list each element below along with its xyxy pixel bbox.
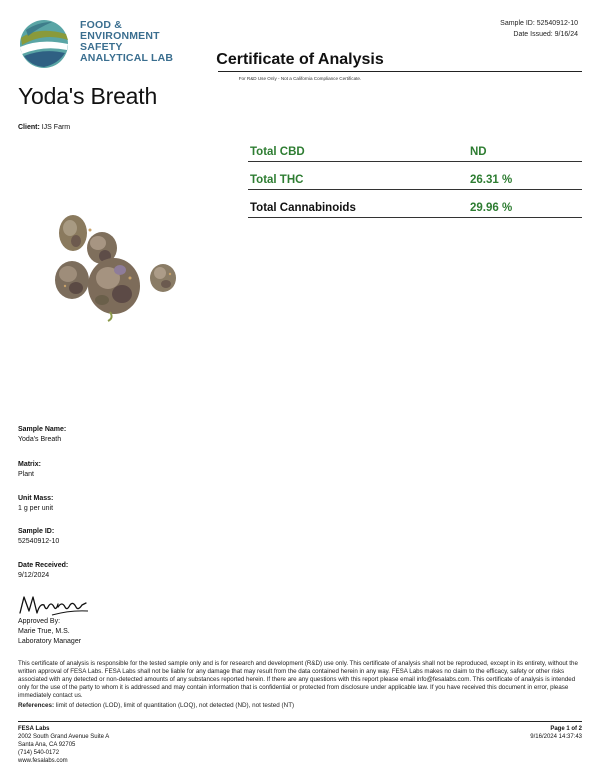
footer-pagination [530, 725, 582, 741]
summary-value: 29.96 % [470, 202, 513, 214]
approval-block [18, 617, 81, 647]
approver-name: Marie True, M.S. [18, 628, 70, 635]
footer-divider [18, 721, 582, 722]
summary-row-total-thc [248, 162, 582, 190]
approved-by-label: Approved By: [18, 618, 61, 625]
rnd-disclaimer: For R&D Use Only - Not a California Compliance Certificate. [238, 76, 362, 81]
handwritten-signature-icon [18, 593, 90, 617]
references-label: References: [18, 702, 55, 709]
cannabis-bud-image [50, 208, 185, 323]
footer-address-line2: Santa Ana, CA 92705 [18, 742, 76, 748]
header-divider [218, 71, 582, 72]
footer-address [18, 725, 109, 765]
legal-notice: This certificate of analysis is responsible for the tested sample only and is for research and development (R&D) use only. This certificate of analysis shall not be reproduced, except in its entirety, without the written approval of FESA Labs. FESA Labs shall not be liable for any damage that may result from the data contained herein in any way. FESA Labs makes no claim to the efficacy, safety or other risks associated with any detected or non-detected amounts of any substances reported herein. If there are any questions with this report please email info@fesalabs.com. This certificate of analysis is intended only for the use of the party to whom it is addressed and may contain information that is confidential or protected from disclosure under applicable law. If you have received this document in error, please immediately contact us. [18, 660, 578, 700]
summary-row-total-cbd [248, 140, 582, 162]
field-date-received: Date Received: 9/12/2024 [18, 562, 69, 579]
footer-address-line1: 2002 South Grand Avenue Suite A [18, 734, 110, 740]
client-value: IJS Farm [41, 124, 71, 131]
client-label: Client: [18, 124, 40, 131]
logo-wordmark: FOOD & ENVIRONMENT SAFETY ANALYTICAL LAB [80, 19, 174, 64]
product-name: Yoda's Breath [18, 83, 158, 109]
field-matrix: Matrix: Plant [18, 461, 41, 478]
report-meta [500, 18, 578, 40]
references-line [18, 702, 584, 709]
footer-phone: (714) 540-0172 [18, 750, 60, 756]
summary-row-total-cannabinoids [248, 190, 582, 218]
approver-role: Laboratory Manager [18, 638, 82, 645]
summary-label: Total THC [250, 174, 304, 186]
document-title: Certificate of Analysis [216, 51, 384, 68]
footer-website-link[interactable]: www.fesalabs.com [18, 758, 68, 764]
footer-org: FESA Labs [18, 726, 50, 732]
generated-timestamp: 9/16/2024 14:37:43 [530, 734, 582, 740]
page-number: Page 1 of 2 [550, 726, 582, 732]
client-line [18, 124, 70, 131]
summary-label: Total Cannabinoids [250, 202, 356, 214]
field-unit-mass: Unit Mass: 1 g per unit [18, 495, 54, 512]
summary-value: ND [470, 146, 487, 158]
summary-label: Total CBD [250, 146, 305, 158]
sample-photo [50, 208, 185, 323]
sample-id-line: Sample ID: 52540912-10 [500, 20, 578, 27]
cannabinoid-summary [248, 140, 582, 218]
date-issued-line: Date Issued: 9/16/24 [513, 31, 578, 38]
references-text: limit of detection (LOD), limit of quantitation (LOQ), not detected (ND), not tested (NT) [54, 702, 295, 709]
field-sample-name: Sample Name: Yoda's Breath [18, 426, 67, 443]
field-sample-id: Sample ID: 52540912-10 [18, 528, 60, 545]
summary-value: 26.31 % [470, 174, 513, 186]
